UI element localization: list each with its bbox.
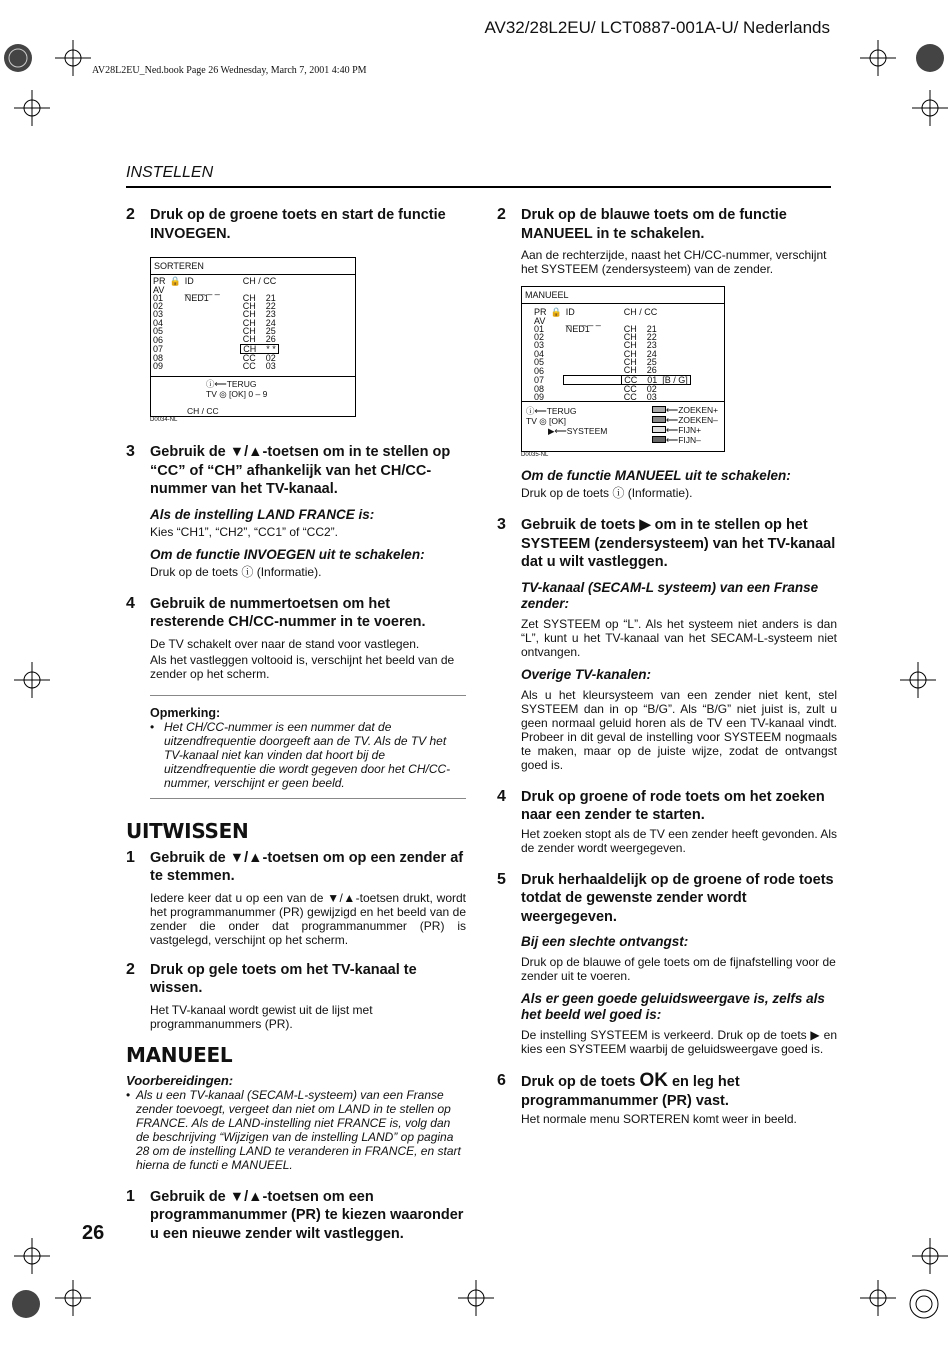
pr: 02 — [153, 301, 164, 312]
step-3 — [126, 443, 466, 499]
id: NED1 — [184, 292, 209, 303]
manueel-step-1 — [126, 1188, 466, 1244]
table-row — [532, 350, 690, 358]
pr: 02 — [534, 332, 545, 343]
paragraph: Druk op de blauwe of gele toets om de fijnafstelling voor de zender uit te voeren. — [521, 955, 836, 983]
terug-label: TERUG — [226, 379, 257, 389]
pr: 04 — [153, 317, 164, 328]
lock-icon: 🔒 — [550, 307, 562, 318]
red-key — [652, 416, 666, 423]
col-chcc: CH / CC — [623, 307, 658, 318]
pr: 08 — [153, 352, 164, 363]
crosshair-mark — [55, 40, 91, 76]
registration-mark — [912, 40, 948, 76]
pr: 07 — [534, 374, 545, 385]
step-number: 3 — [126, 443, 135, 460]
prep-title: Voorbereidingen: — [126, 1072, 234, 1088]
ch: CH * * — [241, 344, 279, 353]
col-id: ID — [565, 307, 575, 318]
crosshair-mark — [458, 1280, 494, 1316]
ch: CC 02 — [623, 383, 657, 394]
step-text: Gebruik de toets ▶ om in te stellen op het SYSTEEM (zendersysteem) van het TV-kanaal dat u wilt vastleggen. — [521, 517, 836, 570]
manueel-screen — [521, 286, 725, 452]
range-label: 0 – 9 — [248, 389, 268, 399]
table-row — [532, 366, 690, 375]
step-number: 4 — [497, 787, 506, 805]
zoeken-min: ZOEKEN– — [678, 415, 718, 425]
step-text: en leg het programmanummer (PR) vast. — [521, 1074, 740, 1109]
uitwissen-step-2 — [126, 961, 466, 998]
col-chcc: CH / CC — [242, 276, 277, 287]
table-row — [151, 362, 278, 370]
paragraph: Het zoeken stopt als de TV een zender heeft gevonden. Als de zender wordt weergegeven. — [521, 826, 837, 855]
channel-table — [151, 277, 279, 370]
ok-hint: TV ◎ [OK] — [526, 416, 567, 426]
pr: 04 — [534, 348, 545, 359]
terug-label: TERUG — [546, 406, 577, 416]
pr: 03 — [153, 309, 164, 320]
paragraph: Het normale menu SORTEREN komt weer in beeld. — [521, 1112, 797, 1126]
step-2 — [126, 206, 466, 243]
step-number: 4 — [126, 594, 135, 612]
sub-heading: Om de functie MANUEEL uit te schakelen: — [521, 468, 791, 483]
screen-title: SORTEREN — [151, 258, 355, 275]
step-number: 2 — [126, 206, 135, 223]
ch: CH 21 — [242, 292, 276, 303]
step-text: Druk op gele toets om het TV-kanaal te wissen. — [150, 961, 417, 996]
pr: 08 — [534, 383, 545, 394]
step-text: Gebruik de ▼/▲-toetsen om in te stellen op “CC” of “CH” afhankelijk van het CH/CC-nummer van het TV-kanaal. — [150, 444, 451, 497]
paragraph: De instelling SYSTEEM is verkeerd. Druk op de toets ▶ en kies een SYSTEEM waarbij de geluidsweergave goed is. — [521, 1028, 837, 1056]
table-row — [532, 333, 690, 341]
note-title: Opmerking: — [150, 705, 221, 720]
step-6 — [497, 1072, 837, 1110]
pr: AV — [153, 284, 165, 295]
left-column — [126, 192, 466, 1243]
ok-symbol: OK — [639, 1070, 668, 1091]
paragraph: Aan de rechterzijde, naast het CH/CC-nummer, verschijnt het SYSTEEM (zendersysteem) van de zender. — [521, 248, 827, 276]
ch: CH 24 — [623, 348, 657, 359]
registration-mark — [8, 1286, 44, 1322]
paragraph: De TV schakelt over naar de stand voor vastlegen. — [150, 636, 420, 651]
lock-icon: 🔒 — [169, 276, 181, 287]
crosshair-mark — [14, 90, 50, 126]
step-4 — [126, 595, 466, 632]
pr: 01 — [534, 323, 545, 334]
step-number: 2 — [126, 960, 135, 978]
yellow-key — [652, 426, 666, 433]
crosshair-mark — [55, 1280, 91, 1316]
paragraph: Iedere keer dat u op een van de ▼/▲-toetsen drukt, wordt het programmanummer (PR) gewijzigd en het beeld van de zender die onder dat programmanummer (PR) is vastgelegd, verschijnt op het scherm. — [150, 890, 466, 947]
figure-code: D0034-NL — [150, 417, 178, 423]
sub-heading: Overige TV-kanalen: — [521, 666, 652, 682]
ch: CH 26 — [242, 334, 276, 345]
heading-manueel: MANUEEL — [126, 1042, 233, 1067]
ch: CH 24 — [242, 317, 276, 328]
step-4 — [497, 788, 837, 825]
table-row — [532, 317, 690, 325]
pr: 09 — [534, 392, 545, 403]
step-3 — [497, 516, 837, 572]
pr: 07 — [153, 343, 164, 354]
screen-title: MANUEEL — [522, 287, 724, 304]
pr: 05 — [153, 326, 164, 337]
heading-uitwissen: UITWISSEN — [126, 818, 249, 843]
sub-heading: TV-kanaal (SECAM-L systeem) van een Franse zender: — [521, 579, 819, 611]
page-number: 26 — [82, 1222, 105, 1244]
sorteren-screen — [150, 257, 356, 417]
ch: CH 21 — [623, 323, 657, 334]
ch: CH 23 — [242, 309, 276, 320]
terug-hint: ⓘ⟵TERUG — [526, 406, 577, 416]
zoeken-plus: ZOEKEN+ — [678, 405, 719, 415]
right-column — [497, 192, 837, 1126]
paragraph: Het TV-kanaal wordt gewist uit de lijst met programmanummers (PR). — [150, 1002, 373, 1031]
step-number: 5 — [497, 870, 506, 888]
step-text: Gebruik de nummertoetsen om het resterende CH/CC-nummer in te voeren. — [150, 595, 426, 630]
blue-key — [652, 436, 666, 443]
fijn-plus: FIJN+ — [678, 425, 702, 435]
sub-heading: Als er geen goede geluidsweergave is, zelfs als het beeld wel goed is: — [521, 991, 825, 1022]
green-key — [652, 406, 666, 413]
crosshair-mark — [14, 1238, 50, 1274]
step-text: Gebruik de ▼/▲-toetsen om op een zender af te stemmen. — [150, 849, 464, 884]
step-5 — [497, 871, 837, 927]
paragraph: Zet SYSTEEM op “L”. Als het systeem niet anders is dan “L”, kunt u het TV-kanaal van het SECAM-L-systeem niet ontvangen. — [521, 616, 837, 659]
pr: 09 — [153, 361, 164, 372]
document-header: AV32/28L2EU/ LCT0887-001A-U/ Nederlands — [484, 18, 830, 37]
systeem-label: SYSTEEM — [566, 426, 608, 436]
ch: CH 22 — [623, 332, 657, 343]
fijn-min: FIJN– — [678, 435, 701, 445]
step-text: Druk op de toets — [521, 1074, 636, 1090]
book-info-line: AV28L2EU_Ned.book Page 26 Wednesday, March 7, 2001 4:40 PM — [92, 65, 367, 76]
crosshair-mark — [900, 662, 936, 698]
step-text: Druk herhaaldelijk op de groene of rode toets totdat de gewenste zender wordt weergegeven. — [521, 871, 834, 925]
registration-mark — [0, 40, 36, 76]
pr: 03 — [534, 340, 545, 351]
step-text: Druk op de blauwe toets om de functie MANUEEL in te schakelen. — [521, 207, 787, 242]
table-row — [532, 341, 690, 349]
table-row — [532, 358, 690, 366]
ch: CC 03 — [623, 392, 657, 403]
paragraph: Als u het kleursysteem van een zender niet kent, stel SYSTEEM dan in op “B/G”. Als “B/G” niet juist is, zult u geen normaal geluid horen als de TV een TV-kanaal vindt. Probeer in dit geval de instelling voor SYSTEEM nogmaals te maken, maar op de juiste wijze, zodat de ontvangst goed is. — [521, 687, 837, 772]
ch: CC 01 [B / G] — [622, 375, 691, 384]
paragraph: Druk op de toets ⓘ (Informatie). — [150, 564, 322, 579]
id: NED1 — [565, 323, 590, 334]
terug-hint: ⓘ⟵TERUG — [206, 379, 257, 389]
table-row — [532, 384, 690, 393]
pr: AV — [534, 315, 546, 326]
ch: CH 25 — [242, 326, 276, 337]
step-text: Gebruik de ▼/▲-toetsen om een programmanummer (PR) te kiezen waaronder u een nieuwe zender wilt vastleggen. — [150, 1188, 464, 1242]
step-text: Druk op groene of rode toets om het zoeken naar een zender te starten. — [521, 788, 825, 823]
systeem-hint: ▶⟵SYSTEEM — [548, 426, 608, 436]
ch: CC 02 — [242, 352, 276, 363]
ok-hint: TV ◎ [OK] 0 – 9 — [206, 389, 268, 399]
pr: 06 — [153, 334, 164, 345]
ok-label: OK — [231, 389, 244, 399]
table-row — [532, 325, 690, 333]
sub-heading: Om de functie INVOEGEN uit te schakelen: — [150, 546, 425, 562]
paragraph: Kies “CH1”, “CH2”, “CC1” of “CC2”. — [150, 524, 339, 539]
note-box — [150, 695, 466, 799]
step-number: 1 — [126, 1187, 135, 1205]
pr: 06 — [534, 365, 545, 376]
section-title: INSTELLEN — [126, 164, 214, 181]
pr: 01 — [153, 292, 164, 303]
step-text: Druk op de groene toets en start de functie INVOEGEN. — [150, 207, 446, 242]
step-number: 2 — [497, 206, 506, 223]
color-key-legend: ⟵ZOEKEN+ ⟵ZOEKEN– ⟵FIJN+ ⟵FIJN– — [652, 405, 718, 445]
paragraph: Als het vastleggen voltooid is, verschijnt het beeld van de zender op het scherm. — [150, 652, 455, 681]
sub-heading: Als de instelling LAND FRANCE is: — [150, 506, 375, 522]
pr: 05 — [534, 357, 545, 368]
step-number: 3 — [497, 516, 506, 533]
crosshair-mark — [912, 1238, 948, 1274]
table-row — [151, 335, 278, 344]
channel-table — [532, 308, 691, 401]
step-2 — [497, 206, 837, 243]
step-number: 1 — [126, 848, 135, 866]
crosshair-mark — [912, 90, 948, 126]
prep-body: • Als u een TV-kanaal (SECAM-L-systeem) van een Franse zender toevoegt, vergeet dan niet om LAND in te stellen op FRANCE. Als de LAND-instelling niet FRANCE is, volg dan de beschrijving “Wijzigen van de instelling LAND” op pagina 28 om de instelling LAND te veranderen in FRANCE, en start hierna de functi e MANUEEL. — [126, 1088, 466, 1172]
uitwissen-step-1 — [126, 849, 466, 886]
ch: CC 03 — [242, 361, 276, 372]
id: _ _ _ _ _ — [565, 315, 601, 326]
ch: CH 22 — [242, 301, 276, 312]
figure-code: D0035-NL — [521, 452, 549, 458]
table-row — [532, 375, 690, 384]
ok-label: OK — [551, 416, 564, 426]
col-pr: PR — [534, 307, 547, 318]
ch: CH 23 — [623, 340, 657, 351]
id: _ _ _ _ _ — [184, 284, 220, 295]
chcc-hint: CH / CC — [187, 406, 219, 416]
crosshair-mark — [14, 662, 50, 698]
registration-mark — [906, 1286, 942, 1322]
header-rule — [126, 186, 831, 188]
col-pr: PR — [153, 276, 166, 287]
crosshair-mark — [860, 40, 896, 76]
paragraph: Druk op de toets ⓘ (Informatie). — [521, 486, 693, 500]
step-number: 6 — [497, 1072, 506, 1089]
crosshair-mark — [860, 1280, 896, 1316]
ch: CH 25 — [623, 357, 657, 368]
note-body: • Het CH/CC-nummer is een nummer dat de uitzendfrequentie doorgeeft aan de TV. Als de TV het TV-kanaal niet kan vinden dat hoort bij de uitzendfrequentie die wordt gegeven door het CH/CC-nummer, verschijnt er geen beeld. — [150, 720, 466, 790]
ch: CH 26 — [623, 365, 657, 376]
sub-heading: Bij een slechte ontvangst: — [521, 934, 689, 949]
col-id: ID — [184, 276, 194, 287]
